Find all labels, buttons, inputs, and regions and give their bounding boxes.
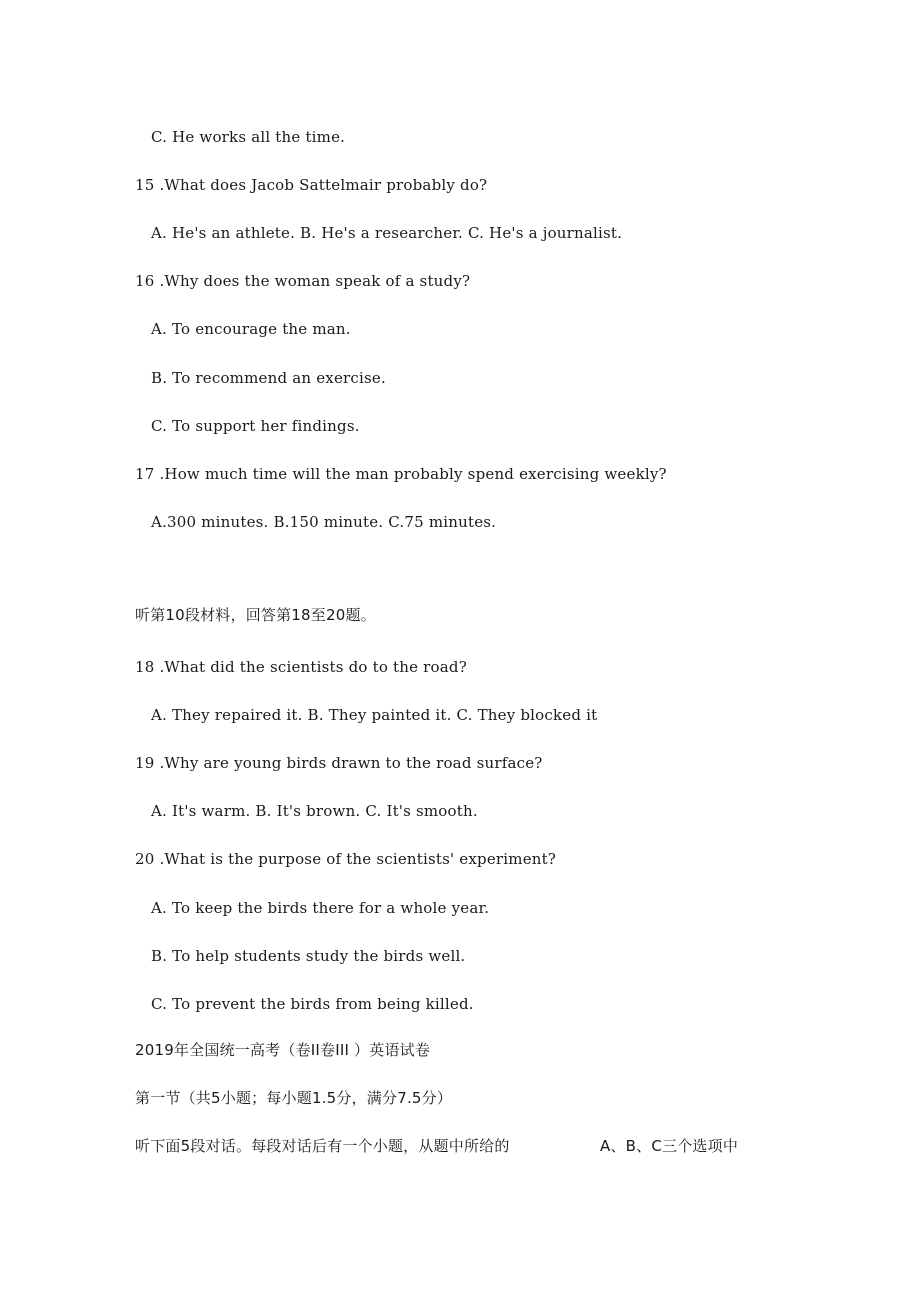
q16-option-a: A. To encourage the man. (151, 320, 351, 338)
q19-options: A. It's warm. B. It's brown. C. It's smooth. (151, 802, 478, 820)
q16-option-c: C. To support her findings. (151, 417, 360, 435)
q15-options: A. He's an athlete. B. He's a researcher. C. He's a journalist. (151, 224, 623, 242)
question-20: 20 .What is the purpose of the scientists' experiment? (135, 850, 557, 868)
instruction-options: A、B、C三个选项中 (600, 1137, 739, 1155)
question-18: 18 .What did the scientists do to the road? (135, 658, 467, 676)
exam-title: 2019年全国统一高考（卷II卷III ）英语试卷 (135, 1041, 431, 1059)
section-10-heading: 听第10段材料，回答第18至20题。 (135, 606, 376, 624)
q20-option-b: B. To help students study the birds well. (151, 947, 466, 965)
question-19: 19 .Why are young birds drawn to the road surface? (135, 754, 543, 772)
q18-options: A. They repaired it. B. They painted it. C. They blocked it (151, 706, 598, 724)
instruction-text: 听下面5段对话。每段对话后有一个小题，从题中所给的 (135, 1137, 510, 1155)
question-17: 17 .How much time will the man probably spend exercising weekly? (135, 465, 667, 483)
q20-option-c: C. To prevent the birds from being killed. (151, 995, 474, 1013)
part-one-heading: 第一节（共5小题；每小题1.5分，满分7.5分） (135, 1089, 453, 1107)
q16-option-b: B. To recommend an exercise. (151, 369, 386, 387)
question-15: 15 .What does Jacob Sattelmair probably do? (135, 176, 488, 194)
q20-option-a: A. To keep the birds there for a whole year. (151, 899, 490, 917)
q14-option-c: C. He works all the time. (151, 128, 346, 146)
question-16: 16 .Why does the woman speak of a study? (135, 272, 471, 290)
q17-options: A.300 minutes. B.150 minute. C.75 minutes. (151, 513, 497, 531)
